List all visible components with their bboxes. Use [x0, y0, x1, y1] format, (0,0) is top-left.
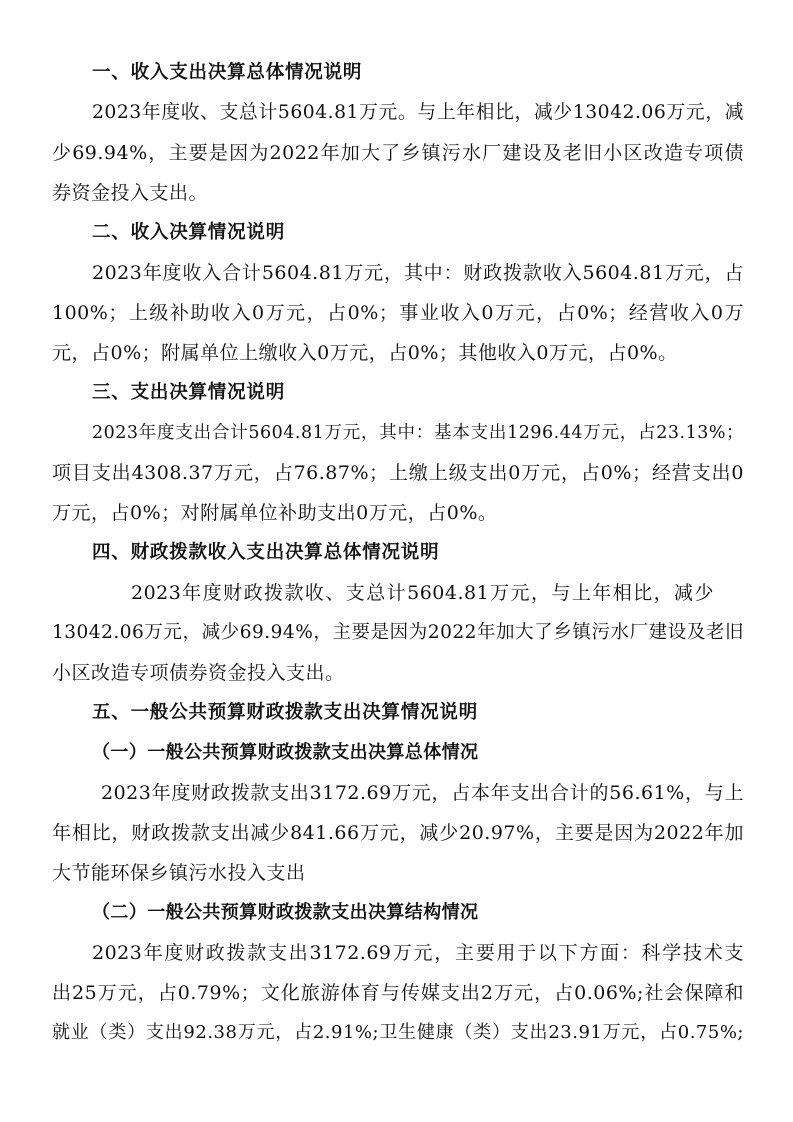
section-4-line-2: 13042.06万元，减少69.94%，主要是因为2022年加大了乡镇污水厂建设及老旧	[52, 622, 744, 643]
section-2-heading: 二、收入决算情况说明	[92, 222, 286, 243]
section-2-line-3: 元，占0%；附属单位上缴收入0万元，占0%；其他收入0万元，占0%。	[52, 342, 678, 364]
subsection-5-2-line-2: 出25万元，占0.79%；文化旅游体育与传媒支出2万元，占0.06%;社会保障和	[52, 982, 744, 1004]
section-2-line-2: 100%；上级补助收入0万元，占0%；事业收入0万元，占0%；经营收入0万	[52, 302, 744, 324]
section-5-heading: 五、一般公共预算财政拨款支出决算情况说明	[92, 702, 479, 723]
section-1-line-3: 券资金投入支出。	[52, 182, 209, 204]
subsection-5-1-line-3: 大节能环保乡镇污水投入支出	[52, 862, 306, 884]
section-4-line-3: 小区改造专项债券资金投入支出。	[52, 662, 345, 684]
subsection-5-1-heading: （一）一般公共预算财政拨款支出决算总体情况	[92, 742, 479, 763]
section-1-heading: 一、收入支出决算总体情况说明	[92, 62, 363, 83]
section-1-line-1: 2023年度收、支总计5604.81万元。与上年相比，减少13042.06万元，减	[92, 102, 744, 123]
subsection-5-2-heading: （二）一般公共预算财政拨款支出决算结构情况	[92, 902, 479, 923]
section-3-line-3: 万元，占0%；对附属单位补助支出0万元，占0%。	[52, 502, 498, 524]
section-3-heading: 三、支出决算情况说明	[92, 382, 286, 403]
subsection-5-1-line-1: 2023年度财政拨款支出3172.69万元，占本年支出合计的56.61%，与上	[101, 782, 744, 804]
section-4-heading: 四、财政拨款收入支出决算总体情况说明	[92, 542, 440, 563]
subsection-5-2-line-1: 2023年度财政拨款支出3172.69万元，主要用于以下方面：科学技术支	[92, 942, 744, 964]
section-3-line-2: 项目支出4308.37万元，占76.87%；上缴上级支出0万元，占0%；经营支出0	[52, 462, 744, 484]
subsection-5-2-line-3: 就业（类）支出92.38万元，占2.91%;卫生健康（类）支出23.91万元，占0.75%;	[52, 1022, 744, 1043]
section-3-line-1: 2023年度支出合计5604.81万元，其中：基本支出1296.44万元，占23.13%；	[92, 423, 744, 443]
section-1-line-2: 少69.94%，主要是因为2022年加大了乡镇污水厂建设及老旧小区改造专项债	[52, 142, 744, 164]
subsection-5-1-line-2: 年相比，财政拨款支出减少841.66万元，减少20.97%，主要是因为2022年加	[52, 822, 744, 844]
section-2-line-1: 2023年度收入合计5604.81万元，其中：财政拨款收入5604.81万元，占	[92, 262, 744, 284]
section-4-line-1: 2023年度财政拨款收、支总计5604.81万元，与上年相比，减少	[131, 582, 714, 604]
